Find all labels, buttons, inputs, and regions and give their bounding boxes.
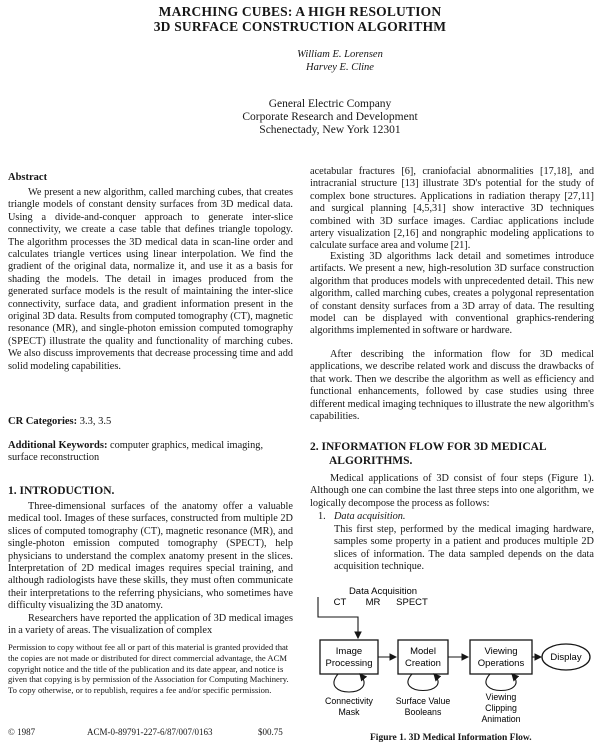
model-creation-label-1: Model — [410, 646, 436, 657]
viewing-loop-label-3: Animation — [481, 714, 521, 724]
section-2-paragraph-1: Medical applications of 3D consist of four steps (Figure 1). Although one can combine the last three steps into one algorithm, we logically decompose the process as follows: — [310, 473, 594, 509]
list-item-1-number: 1. — [318, 511, 326, 522]
viewing-loop-label-2: Clipping — [485, 703, 517, 713]
section-1-paragraph-1: Three-dimensional surfaces of the anatomy offer a valuable medical tool. Images of these surfaces, constructed from multiple 2D slices of computed tomography (CT), magnetic resonance (MR), and single-photon emission computed tomography (SPECT), help physicians to understand the complex anatomy present in the slices. Interpretation of 2D medical images requires special training, and although radiologists have these skills, they must often communicate their interpretations to the referring physicians, who sometimes have difficulty visualizing the 3D anatomy. — [8, 501, 293, 612]
abstract-heading: Abstract — [8, 172, 48, 183]
acq-source-spect: SPECT — [396, 597, 428, 608]
cr-categories-label: CR Categories: — [8, 416, 78, 427]
connectivity-loop — [334, 674, 364, 692]
viewing-operations-label-1: Viewing — [484, 646, 518, 657]
right-column-paragraph-3: After describing the information flow for 3D medical applications, we describe related work and discuss the drawbacks of that work. Then we describe the algorithm as well as efficiency and functional enhancements, followed by case studies using three different medical imaging techniques to illustrate the new algorithm's capabilities. — [310, 349, 594, 423]
abstract-body: We present a new algorithm, called marching cubes, that creates triangle models of constant density surfaces from 3D medical data. Using a divide-and-conquer approach to generate inter-slice connectivity, we create a case table that defines triangle topology. The algorithm processes the 3D medical data in scan-line order and calculates triangle vertices using linear interpolation. We find the gradient of the original data, normalize it, and use it as a basis for shading the models. The detail in images produced from the generated surface models is the result of maintaining the inter-slice connectivity, surface data, and gradient information present in the original 3D data. Results from computed tomography (CT), magnetic resonance (MR), and single-photon emission computed tomography (SPECT) illustrate the quality and functionality of marching cubes. We also discuss improvements that decrease processing time and add solid modeling capabilities. — [8, 187, 293, 372]
permission-notice: Permission to copy without fee all or part of this material is granted provided that the copies are not made or distributed for direct commercial advantage, the ACM copyright notice and the title of the publication and its date appear, and notice is given that copying is by permission of the Association for Computing Machinery. To copy otherwise, or to republish, requires a fee and/or specific permission. — [8, 642, 289, 696]
section-1-heading: 1. INTRODUCTION. — [8, 485, 115, 497]
right-column-paragraph-1: acetabular fractures [6], craniofacial abnormalities [17,18], and intracranial structure [13] illustrate 3D's potential for the study of complex bone structures. Applications in radiation therapy [27,11] and surgical planning [4,5,31] show interactive 3D techniques combined with 3D surface images. Cardiac applications include artery visualization [2,16] and nongraphic modeling applications to calculate surface area and volume [21]. — [310, 166, 594, 252]
affiliation-dept: Corporate Research and Development — [242, 111, 418, 123]
model-creation-label-2: Creation — [405, 658, 441, 669]
connectivity-label-1: Connectivity — [325, 696, 373, 706]
section-1-paragraph-2: Researchers have reported the application of 3D medical images in a variety of areas. The visualization of complex — [8, 613, 293, 637]
surface-value-label-1: Surface Value — [395, 696, 451, 706]
list-item-1-title: Data acquisition. — [334, 511, 406, 522]
image-processing-label-2: Processing — [325, 658, 373, 669]
acq-source-mr: MR — [365, 597, 381, 608]
information-flow-diagram — [300, 580, 600, 730]
list-item-1-body: This first step, performed by the medical imaging hardware, samples some property in a patient and produces multiple 2D slices of information. The data sampled depends on the data acquisition technique. — [334, 524, 594, 573]
cr-categories-value: 3.3, 3.5 — [79, 416, 112, 427]
keywords-value: computer graphics, medical imaging, surface reconstruction — [8, 440, 264, 464]
surface-value-label-2: Booleans — [404, 707, 442, 717]
footer-acm-code: ACM-0-89791-227-6/87/007/0163 — [87, 727, 213, 737]
paper-title-line-1: MARCHING CUBES: A HIGH RESOLUTION — [158, 4, 442, 19]
viewing-loop-label-1: Viewing — [485, 692, 517, 702]
surface-value-loop — [408, 674, 438, 691]
image-processing-label-1: Image — [335, 646, 363, 657]
affiliation-city: Schenectady, New York 12301 — [259, 124, 401, 136]
viewing-loop — [486, 674, 516, 691]
acq-source-ct: CT — [333, 597, 347, 608]
paper-title-line-2: 3D SURFACE CONSTRUCTION ALGORITHM — [153, 19, 447, 34]
footer-copyright: © 1987 — [8, 727, 36, 737]
right-column-paragraph-2: Existing 3D algorithms lack detail and sometimes introduce artifacts. We present a new, high-resolution 3D surface construction algorithm that produces models with unprecedented detail. This new algorithm, called marching cubes, creates a polygonal representation of constant density surfaces from a 3D array of data. The resulting model can be displayed with conventional graphics-rendering algorithms implemented in software or hardware. — [310, 251, 594, 337]
footer-price: $00.75 — [258, 727, 283, 737]
acq-title: Data Acquisition — [348, 586, 418, 597]
cr-categories — [8, 416, 293, 428]
display-label: Display — [550, 652, 582, 663]
additional-keywords — [8, 440, 293, 465]
keywords-label: Additional Keywords: — [8, 440, 108, 451]
author-1: William E. Lorensen — [297, 49, 383, 60]
affiliation-org: General Electric Company — [268, 98, 392, 110]
viewing-operations-label-2: Operations — [477, 658, 525, 669]
connectivity-label-2: Mask — [338, 707, 360, 717]
section-2-heading-line-2: ALGORITHMS. — [329, 455, 413, 467]
section-2-heading-line-1: 2. INFORMATION FLOW FOR 3D MEDICAL — [310, 441, 547, 453]
figure-1-caption: Figure 1. 3D Medical Information Flow. — [370, 733, 532, 743]
author-2: Harvey E. Cline — [306, 62, 374, 73]
